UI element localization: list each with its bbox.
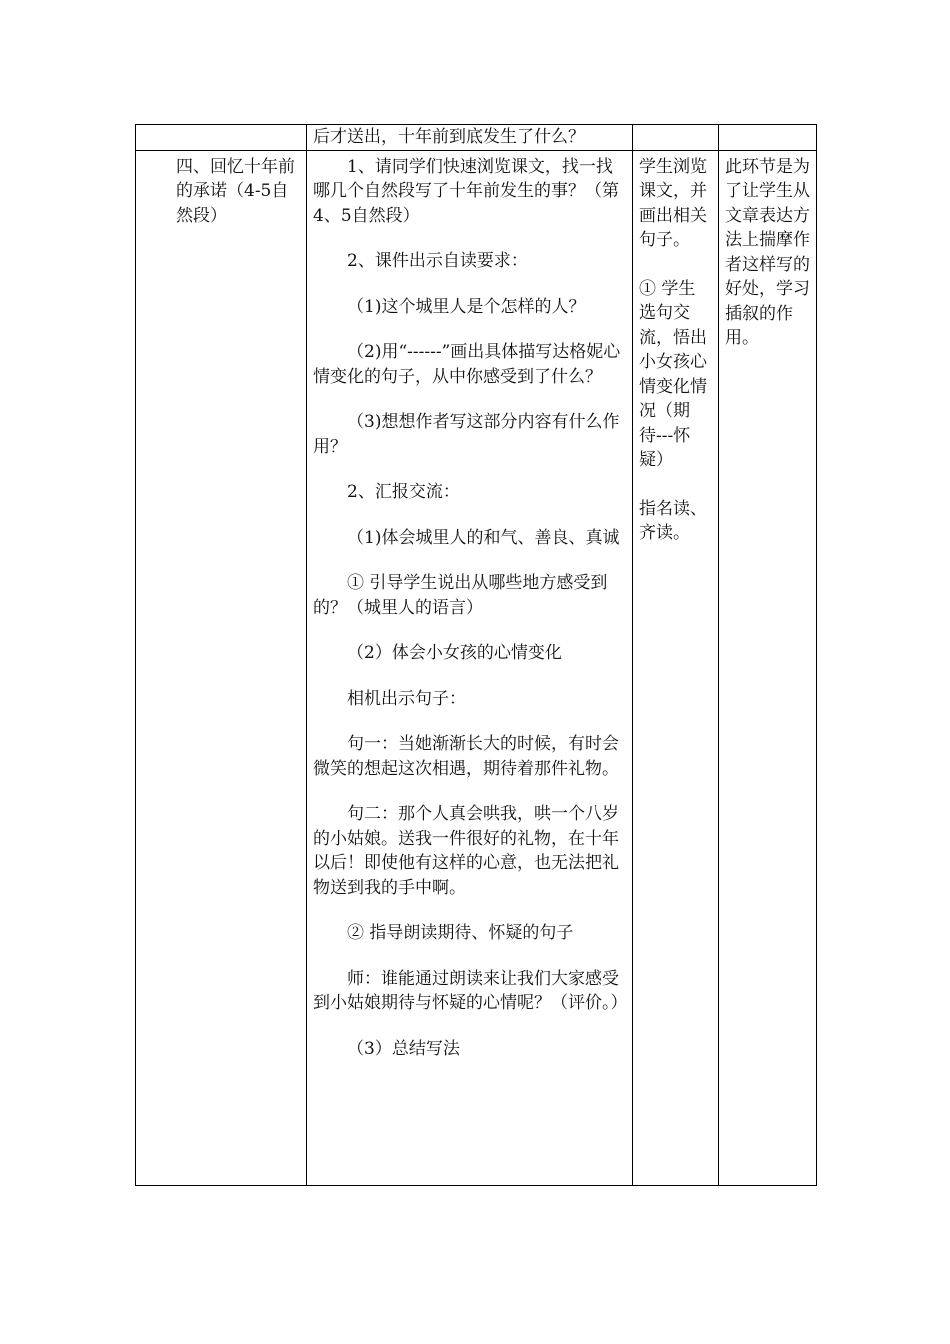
lesson-plan-table [135,124,817,1186]
teacher-step: （3）总结写法 [347,1038,460,1059]
cell-student [633,125,719,151]
cell-teacher-continuation: 后才送出，十年前到底发生了什么？ [307,125,633,151]
teacher-step: （1)体会城里人的和气、善良、真诚 [347,527,620,548]
table-row-section-four [136,150,817,1185]
teacher-step: （1)这个城里人是个怎样的人？ [347,296,586,317]
table-row-continuation [136,125,817,151]
cell-teacher-activity [307,150,633,1185]
cell-section-title [136,150,307,1185]
cell-design-intent [719,150,817,1185]
design-intent: 此环节是为了让学生从文章表达方法上揣摩作者这样写的好处，学习插叙的作用。 [725,156,810,348]
teacher-step: 1、请同学们快速浏览课文，找一找哪几个自然段写了十年前发生的事？（第4、5自然段） [313,156,619,226]
teacher-step: 句二：那个人真会哄我，哄一个八岁的小姑娘。送我一件很好的礼物，在十年以后！即使他有这样的心意，也无法把礼物送到我的手中啊。 [313,804,619,898]
teacher-step: （2）体会小女孩的心情变化 [347,643,562,663]
teacher-step: 师：谁能通过朗读来让我们大家感受到小姑娘期待与怀疑的心情呢？（评价。） [313,968,628,1013]
student-activity: 学生浏览课文，并画出相关句子。 [639,156,707,250]
teacher-step: 2、汇报交流： [347,482,460,502]
teacher-step: ② 指导朗读期待、怀疑的句子 [347,923,574,943]
teacher-step: 句一：当她渐渐长大的时候，有时会微笑的想起这次相遇，期待着那件礼物。 [313,734,619,779]
section-title: 四、回忆十年前的承诺（4-5自然段） [176,156,295,226]
cell-student-activity [633,150,719,1185]
student-activity: ① 学生选句交流，悟出小女孩心情变化情况（期待---怀疑） [639,278,707,470]
student-activity: 指名读、齐读。 [639,498,707,543]
teacher-step: （2)用“------”画出具体描写达格妮心情变化的句子，从中你感受到了什么？ [313,342,621,387]
cell-section [136,125,307,151]
teacher-step: 2、课件出示自读要求： [347,251,528,271]
teacher-step: （3)想想作者写这部分内容有什么作用？ [313,412,620,457]
teacher-step: ① 引导学生说出从哪些地方感受到的？（城里人的语言） [313,573,608,618]
teacher-step: 相机出示句子： [347,688,466,709]
cell-intent [719,125,817,151]
